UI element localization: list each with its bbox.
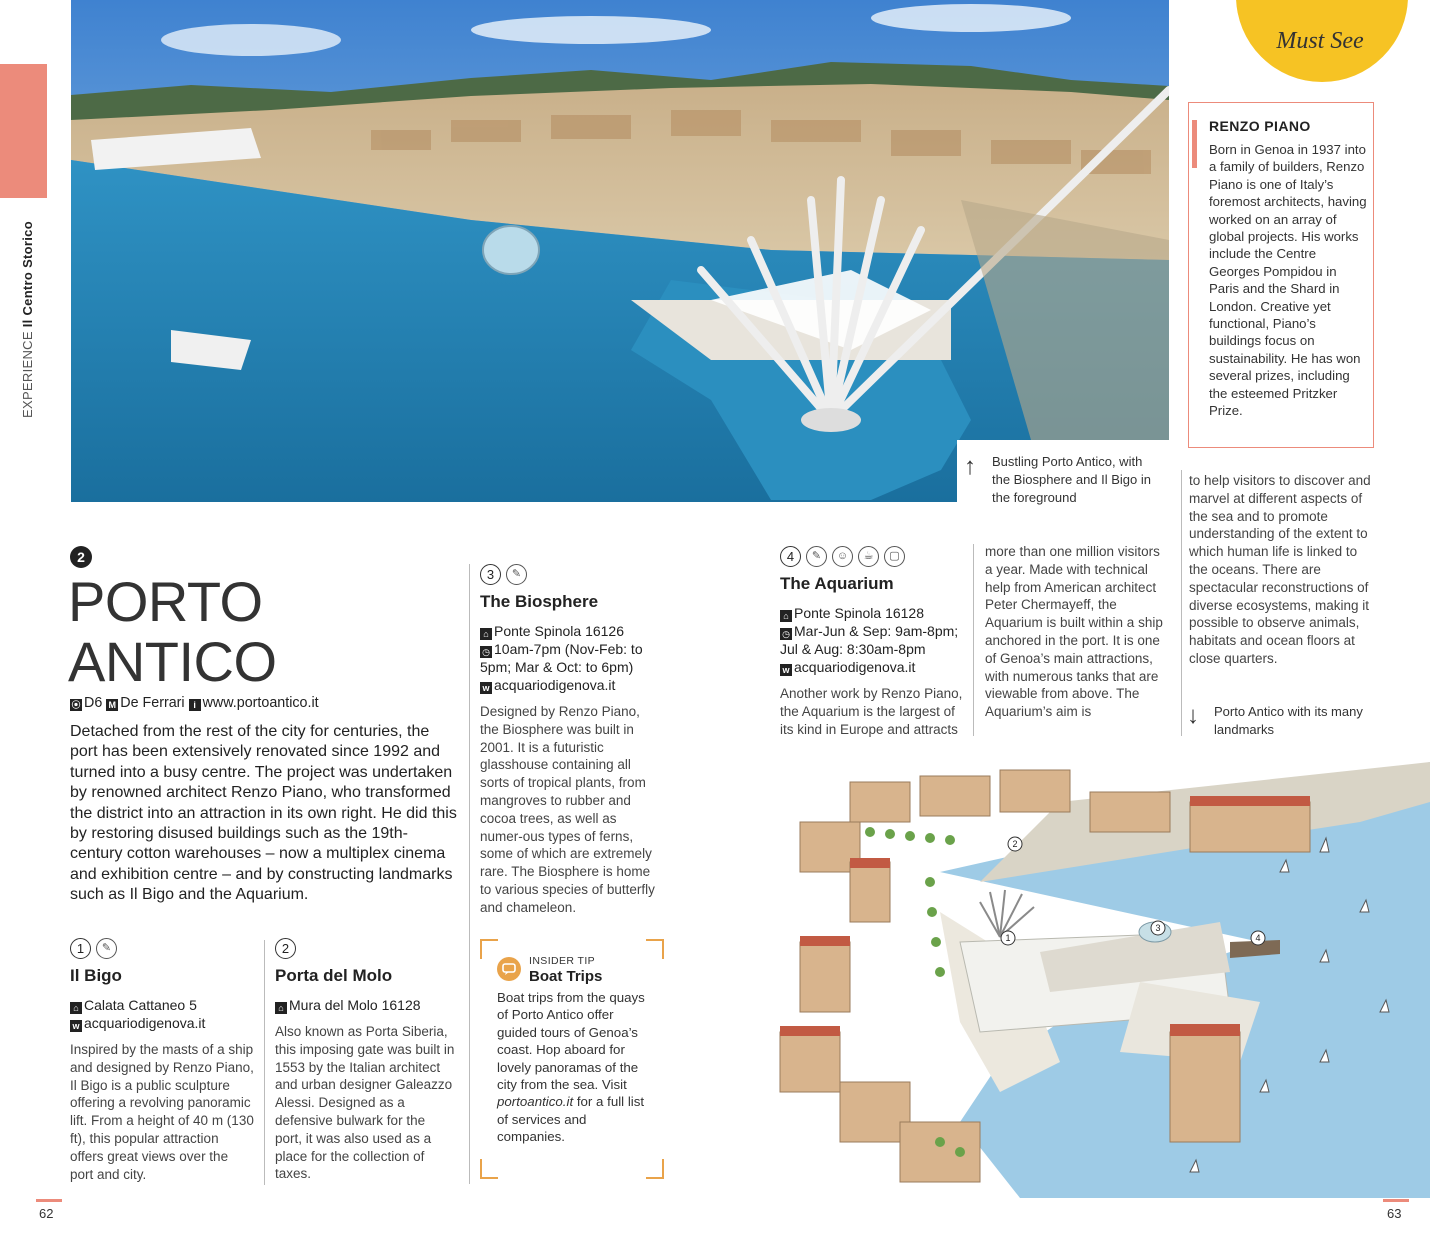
map-pin-icon: ⦿: [71, 700, 81, 710]
porto-body: Detached from the rest of the city for centuries, the port has been extensively renovated since 1992 and turned into a busy centre. The project was undertaken by renowned architect Renzo Piano, who transformed the district into an attraction in its own right. He did this by restoring disused buildings such as the 19th-century cotton warehouses – now a multiplex cinema and exhibition centre – and by constructing landmarks such as Il Bigo and the Aquarium.: [70, 723, 457, 904]
chapter-tab: [0, 64, 47, 198]
aquarium-address: Ponte Spinola 16128: [794, 605, 924, 621]
family-icon: ☺: [832, 546, 853, 567]
tip-kicker: INSIDER TIP: [529, 955, 596, 967]
speech-bubble-icon: [497, 957, 521, 981]
clock-icon: ◷: [780, 628, 792, 640]
bigo-address: Calata Cattaneo 5: [84, 997, 197, 1013]
porto-grid-ref: D6: [84, 695, 103, 711]
page-number-right: 63: [1387, 1206, 1402, 1221]
web-icon: w: [480, 682, 492, 694]
molo-info: [275, 996, 465, 1014]
folio-bar-left: [36, 1199, 62, 1202]
folio-bar-right: [1383, 1199, 1409, 1202]
web-icon: w: [780, 664, 792, 676]
aquarium-body-col3: to help visitors to discover and marvel at different aspects of the sea and to promote understanding of the extent to which human life is linked to the oceans. There are spectacular reconstructions of diverse ecosystems, making it possible to observe animals, habitats and ocean floors at close quarters.: [1189, 473, 1371, 666]
down-arrow-icon: ↓: [1187, 702, 1199, 729]
molo-address: Mura del Molo 16128: [289, 997, 421, 1013]
map-marker-1: 1: [1005, 933, 1011, 943]
bigo-info: [70, 996, 260, 1032]
map-marker-3: 3: [1155, 923, 1161, 933]
tip-title: Boat Trips: [529, 968, 603, 985]
bigo-number-badge: 1: [70, 938, 91, 959]
up-arrow-icon: ↑: [964, 453, 976, 480]
info-icon: i: [189, 699, 201, 711]
bigo-website[interactable]: acquariodigenova.it: [84, 1015, 206, 1031]
renzo-title: RENZO PIANO: [1209, 118, 1311, 134]
area-label: Il Centro Storico: [20, 221, 35, 328]
tip-body-text: Boat trips from the quays of Porto Antico offer guided tours of Genoa’s coast. Hop aboard for lovely panoramas of the city from the sea. Visit: [497, 990, 645, 1093]
biosphere-number-badge: 3: [480, 564, 501, 585]
molo-title: Porta del Molo: [275, 966, 393, 985]
tip-body-end: for a full list of services and companies.: [497, 1094, 645, 1145]
cafe-icon: ☕: [858, 546, 879, 567]
map-caption: Porto Antico with its many landmarks: [1214, 704, 1363, 737]
aquarium-title: The Aquarium: [780, 574, 894, 593]
tip-body: [497, 989, 657, 1146]
must-see-label: Must See: [1276, 28, 1364, 54]
aquarium-info: [780, 604, 968, 676]
address-icon: ⌂: [70, 1002, 82, 1014]
biosphere-website[interactable]: acquariodigenova.it: [494, 677, 616, 693]
biosphere-title: The Biosphere: [480, 592, 599, 611]
address-icon: ⌂: [275, 1002, 287, 1014]
ticket-icon: ✎: [96, 938, 117, 959]
page-number-left: 62: [39, 1206, 54, 1221]
renzo-body: Born in Genoa in 1937 into a family of builders, Renzo Piano is one of Italy’s foremost architects, having worked on an array of global projects. His works include the Centre Georges Pompidou in Paris and the Shard in London. Creative yet functional, Piano’s buildings focus on sustainability. He has won several prizes, including the esteemed Pritzker Prize.: [1209, 142, 1367, 419]
address-icon: ⌂: [480, 628, 492, 640]
aquarium-website[interactable]: acquariodigenova.it: [794, 659, 916, 675]
tip-link[interactable]: portoantico.it: [497, 1094, 574, 1110]
hero-caption: Bustling Porto Antico, with the Biosphere and Il Bigo in the foreground: [992, 454, 1151, 505]
column-divider: [973, 544, 974, 736]
shop-icon: ▢: [884, 546, 905, 567]
porto-website[interactable]: www.portoantico.it: [202, 695, 319, 711]
column-divider: [469, 564, 470, 1184]
bigo-title: Il Bigo: [70, 966, 122, 985]
aquarium-number-badge: 4: [780, 546, 801, 567]
address-icon: ⌂: [780, 610, 792, 622]
section-label: EXPERIENCE: [20, 331, 35, 418]
column-divider: [264, 940, 265, 1185]
biosphere-address: Ponte Spinola 16126: [494, 623, 624, 639]
biosphere-hours: 10am-7pm (Nov-Feb: to 5pm; Mar & Oct: to 6pm): [480, 641, 643, 675]
metro-icon: M: [106, 699, 118, 711]
molo-number-badge: 2: [275, 938, 296, 959]
ticket-icon: ✎: [806, 546, 827, 567]
illustrated-map: [760, 762, 1430, 1198]
biosphere-body: Designed by Renzo Piano, the Biosphere was built in 2001. It is a futuristic glasshouse containing all sorts of tropical plants, from mangroves to rubber and cocoa trees, as well as numer-ous types of ferns, some of which are extremely rare. The Biosphere is home to various species of butterfly and chameleon.: [480, 704, 655, 915]
porto-title-line2: ANTICO: [68, 630, 277, 693]
biosphere-info: [480, 622, 660, 694]
porto-metro: De Ferrari: [120, 695, 185, 711]
ticket-icon: ✎: [506, 564, 527, 585]
aquarium-hours: Mar-Jun & Sep: 9am-8pm; Jul & Aug: 8:30am-8pm: [780, 623, 959, 657]
porto-title-line1: PORTO: [68, 570, 263, 633]
map-marker-4: 4: [1255, 933, 1261, 943]
renzo-accent-bar: [1192, 120, 1197, 168]
bigo-body: Inspired by the masts of a ship and designed by Renzo Piano, Il Bigo is a public sculpture offering a revolving panoramic lift. From a height of 40 m (130 ft), this popular attraction offers great views over the port and city.: [70, 1042, 254, 1182]
map-marker-2: 2: [1012, 839, 1018, 849]
clock-icon: ◷: [480, 646, 492, 658]
hero-photo: [71, 0, 1169, 502]
porto-number-badge: 2: [70, 546, 92, 568]
chapter-label: [20, 188, 44, 418]
molo-body: Also known as Porta Siberia, this imposing gate was built in 1553 by the Italian architect and urban designer Galeazzo Alessi. Designed as a defensive bulwark for the port, it was also used as a place for the collection of taxes.: [275, 1024, 455, 1182]
porto-info-line: [70, 695, 319, 711]
porto-title: [68, 572, 277, 692]
aquarium-body-col2: more than one million visitors a year. Made with technical help from American architect Peter Chermayeff, the Aquarium is built within a ship anchored in the port. It is one of Genoa’s main attractions, with numerous tanks that are viewable from above. The Aquarium’s aim is: [985, 544, 1163, 720]
aquarium-body-col1: Another work by Renzo Piano, the Aquarium is the largest of its kind in Europe and attracts: [780, 686, 963, 737]
column-divider: [1181, 470, 1182, 736]
web-icon: w: [70, 1020, 82, 1032]
